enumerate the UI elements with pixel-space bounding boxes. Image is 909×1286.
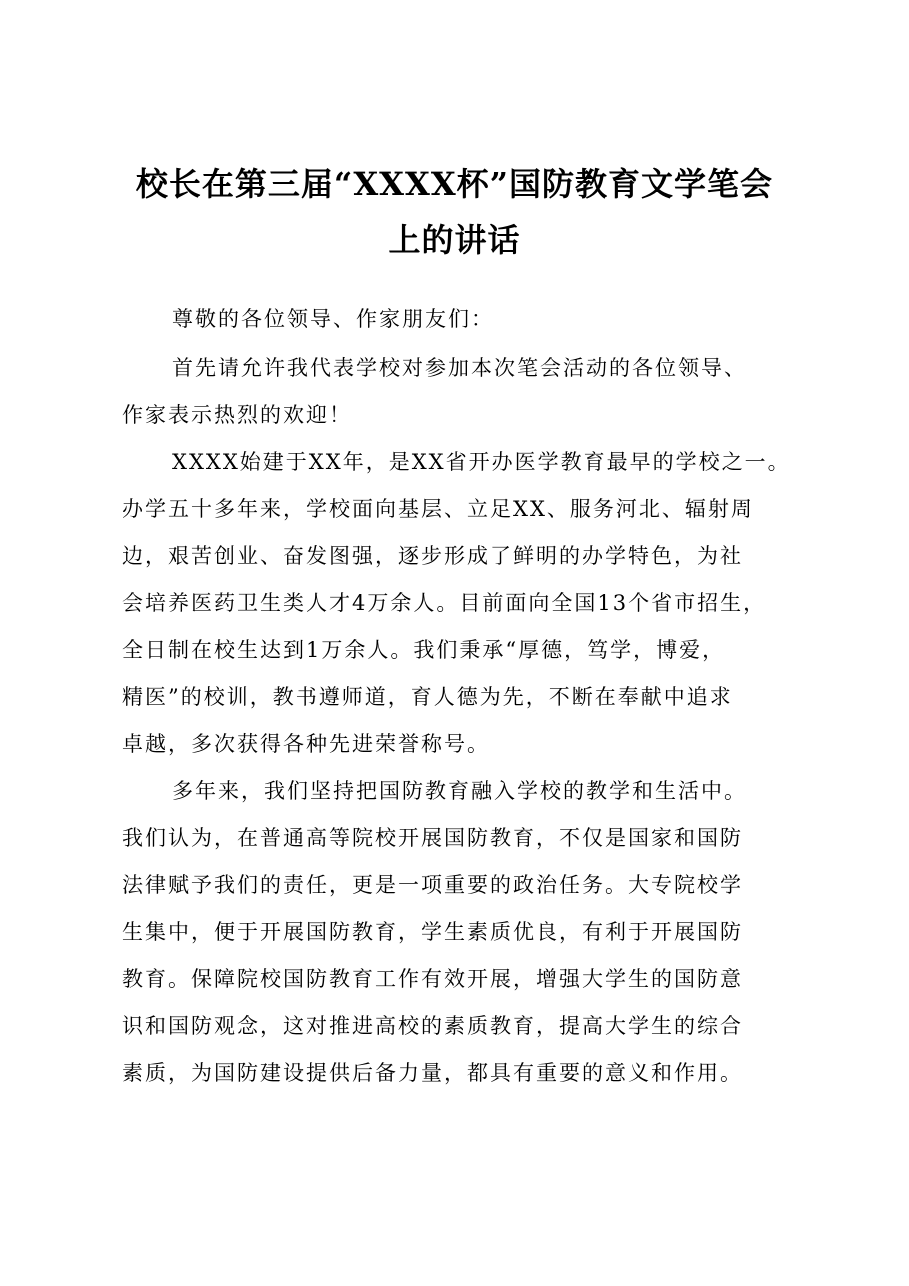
title-line: 上的讲话 xyxy=(388,221,521,259)
paragraph-line: 全日制在校生达到1万余人。我们秉承“厚德，笃学，博爱， xyxy=(122,638,726,662)
paragraph-line: 生集中，便于开展国防教育，学生素质优良，有利于开展国防 xyxy=(122,920,743,944)
paragraph xyxy=(122,345,788,439)
paragraph-line: 教育。保障院校国防教育工作有效开展，增强大学生的国防意 xyxy=(122,967,743,991)
document-title xyxy=(90,156,819,268)
paragraph-line: XXXX始建于XX年，是XX省开办医学教育最早的学校之一。 xyxy=(172,450,791,474)
paragraph-line: 素质，为国防建设提供后备力量，都具有重要的意义和作用。 xyxy=(122,1061,743,1085)
paragraph-line: 办学五十多年来，学校面向基层、立足XX、服务河北、辐射周 xyxy=(122,497,754,521)
salutation: 尊敬的各位领导、作家朋友们： xyxy=(172,307,494,331)
paragraph-line: 作家表示热烈的欢迎！ xyxy=(122,403,352,427)
paragraph-line: 会培养医药卫生类人才4万余人。目前面向全国13个省市招生， xyxy=(122,591,767,615)
paragraph-line: 卓越，多次获得各种先进荣誉称号。 xyxy=(122,732,490,756)
paragraph-line: 我们认为，在普通高等院校开展国防教育，不仅是国家和国防 xyxy=(122,826,743,850)
paragraph-line: 法律赋予我们的责任，更是一项重要的政治任务。大专院校学 xyxy=(122,873,743,897)
paragraph-line: 多年来，我们坚持把国防教育融入学校的教学和生活中。 xyxy=(172,779,747,803)
document-body xyxy=(122,296,791,1097)
paragraph-line: 识和国防观念，这对推进高校的素质教育，提高大学生的综合 xyxy=(122,1014,743,1038)
paragraph-line: 首先请允许我代表学校对参加本次笔会活动的各位领导、 xyxy=(172,356,747,380)
paragraph xyxy=(122,768,788,1097)
paragraph-line: 精医”的校训，教书遵师道，育人德为先，不断在奉献中追求 xyxy=(122,685,733,709)
paragraph xyxy=(122,439,791,768)
paragraph-line: 边，艰苦创业、奋发图强，逐步形成了鲜明的办学特色，为社 xyxy=(122,544,743,568)
title-line: 校长在第三届“XXXX杯”国防教育文学笔会 xyxy=(135,165,774,203)
